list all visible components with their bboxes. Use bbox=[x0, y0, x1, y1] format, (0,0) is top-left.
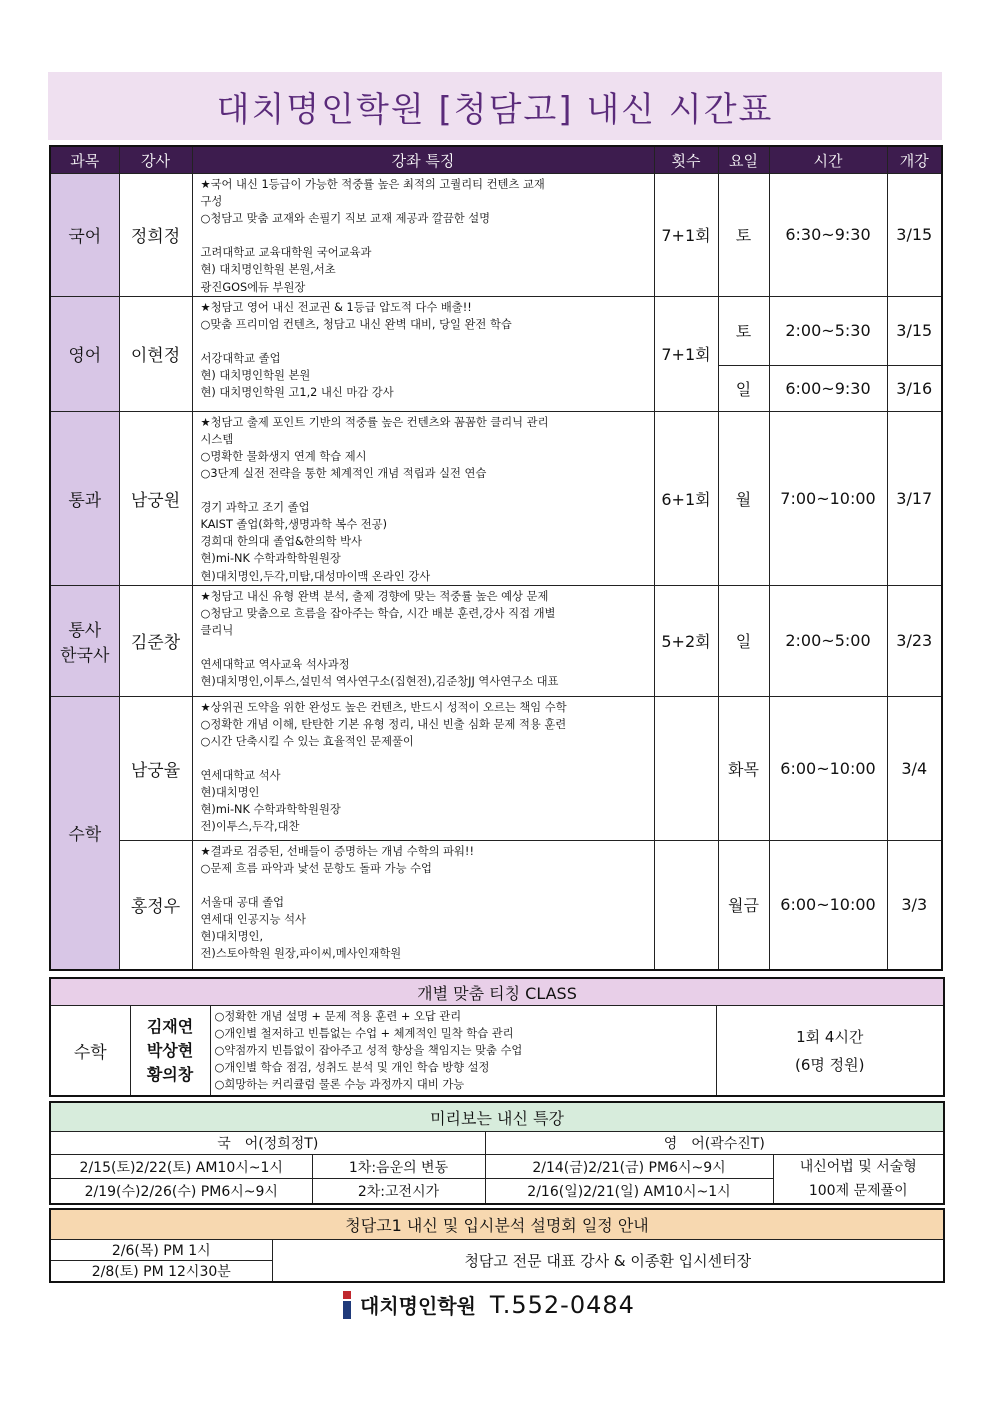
subject-cell: 통과 bbox=[50, 411, 119, 585]
day-cell: 토 bbox=[718, 296, 769, 365]
desc-line: KAIST 졸업(화학,생명과학 복수 전공) bbox=[200, 518, 387, 532]
info-description: 청담고 전문 대표 강사 & 이종환 입시센터장 bbox=[272, 1240, 944, 1283]
desc-line: ○개인별 철저하고 빈틈없는 수업 + 체계적인 밀착 학습 관리 bbox=[214, 1027, 514, 1040]
count-cell bbox=[654, 840, 718, 970]
header-count: 횟수 bbox=[654, 146, 718, 174]
time-cell: 7:00~10:00 bbox=[769, 411, 887, 585]
day-cell: 월금 bbox=[718, 840, 769, 970]
header-teacher: 강사 bbox=[119, 146, 192, 174]
desc-line: ○약점까지 빈틈없이 잡아주고 성적 향상을 책임지는 맞춤 수업 bbox=[214, 1044, 523, 1057]
subject-cell: 영어 bbox=[50, 296, 119, 411]
desc-line: 현)mi-NK 수학과학학원원장 bbox=[200, 552, 341, 566]
description-cell bbox=[192, 174, 654, 297]
class-teachers bbox=[130, 1006, 210, 1097]
desc-line bbox=[201, 877, 650, 894]
teacher-cell: 남궁율 bbox=[119, 696, 192, 840]
page-title-bar bbox=[48, 72, 942, 140]
desc-line: 전)이투스,두각,대찬 bbox=[200, 820, 300, 834]
day-cell: 토 bbox=[718, 174, 769, 297]
start-cell: 3/15 bbox=[887, 296, 942, 365]
schedule-table bbox=[49, 145, 943, 971]
desc-line: ○개인별 학습 점검, 성취도 분석 및 개인 학습 방향 설정 bbox=[214, 1061, 490, 1074]
desc-line: ○맞춤 프리미엄 컨텐츠, 청담고 내신 완벽 대비, 당일 완전 학습 bbox=[200, 317, 512, 331]
description-cell bbox=[192, 585, 654, 696]
desc-line: 구성 bbox=[200, 195, 223, 209]
preview-topic: 1차:음운의 변동 bbox=[312, 1155, 485, 1179]
desc-line: 현) 대치명인학원 본원 bbox=[200, 369, 311, 383]
description-cell bbox=[192, 296, 654, 411]
description-cell bbox=[192, 411, 654, 585]
header-subject: 과목 bbox=[50, 146, 119, 174]
subject-cell bbox=[50, 585, 119, 696]
preview-topic-line: 내신어법 및 서술형 bbox=[799, 1159, 917, 1175]
preview-english-head: 영 어(곽수진T) bbox=[485, 1132, 944, 1155]
day-cell: 일 bbox=[718, 365, 769, 411]
desc-line: 고려대학교 교육대학원 국어교육과 bbox=[200, 246, 372, 260]
class-heading: 개별 맞춤 티칭 CLASS bbox=[50, 978, 944, 1006]
desc-line bbox=[201, 227, 650, 244]
preview-topic: 2차:고전시가 bbox=[312, 1179, 485, 1204]
page-title: 대치명인학원 [청담고] 내신 시간표 bbox=[216, 89, 774, 130]
desc-line: 현)mi-NK 수학과학학원원장 bbox=[200, 803, 341, 817]
preview-table bbox=[49, 1101, 945, 1205]
header-features: 강좌 특징 bbox=[192, 146, 654, 174]
desc-line: 경희대 한의대 졸업&한의학 박사 bbox=[200, 535, 362, 549]
preview-date: 2/15(토)2/22(토) AM10시~1시 bbox=[50, 1155, 312, 1179]
desc-line: 연세대학교 역사교육 석사과정 bbox=[200, 658, 350, 672]
desc-line: ★국어 내신 1등급이 가능한 적중률 높은 최적의 고퀄리티 컨텐츠 교재 bbox=[200, 178, 545, 191]
teacher-cell: 홍정우 bbox=[119, 840, 192, 970]
info-table bbox=[49, 1208, 945, 1283]
preview-date: 2/19(수)2/26(수) PM6시~9시 bbox=[50, 1179, 312, 1204]
preview-korean-head: 국 어(정희정T) bbox=[50, 1132, 485, 1155]
preview-header-row bbox=[50, 1102, 944, 1132]
info-row bbox=[50, 1240, 944, 1261]
count-cell bbox=[654, 696, 718, 840]
desc-line: ○3단계 실전 전략을 통한 체계적인 개념 적립과 실전 연습 bbox=[200, 466, 487, 480]
class-info-line: 1회 4시간 bbox=[796, 1027, 864, 1046]
preview-row bbox=[50, 1155, 944, 1179]
table-row bbox=[50, 174, 942, 297]
desc-line: 현)대치명인,두각,미탐,대성마이맥 온라인 강사 bbox=[200, 569, 431, 583]
class-info bbox=[716, 1006, 944, 1097]
desc-line: 현)대치명인,이투스,설민석 역사연구소(집현전),김준창JJ 역사연구소 대표 bbox=[200, 675, 559, 689]
desc-line: ★청담고 내신 유형 완벽 분석, 출제 경향에 맞는 적중률 높은 예상 문제 bbox=[200, 589, 549, 603]
desc-line: ○정확한 개념 설명 + 문제 적용 훈련 + 오답 관리 bbox=[214, 1010, 462, 1023]
desc-line: 연세대 인공지능 석사 bbox=[200, 913, 306, 927]
desc-line: ★청담고 영어 내신 전교권 & 1등급 압도적 다수 배출!! bbox=[200, 300, 472, 314]
desc-line: ○청담고 맞춤으로 흐름을 잡아주는 학습, 시간 배분 훈련,강사 직접 개별 bbox=[200, 606, 556, 620]
footer-brand: 대치명인학원 bbox=[360, 1294, 476, 1318]
desc-line: 현)대치명인 bbox=[200, 786, 260, 800]
desc-line bbox=[201, 750, 650, 767]
class-row bbox=[50, 1006, 944, 1097]
desc-line: 현) 대치명인학원 고1,2 내신 마감 강사 bbox=[200, 386, 394, 400]
desc-line: 광진GOS에듀 부원장 bbox=[200, 280, 306, 294]
footer bbox=[340, 1290, 635, 1319]
desc-line: 서강대학교 졸업 bbox=[200, 351, 281, 365]
table-row bbox=[50, 585, 942, 696]
desc-line: ○문제 흐름 파악과 낯선 문항도 돌파 가능 수업 bbox=[200, 861, 432, 875]
table-row bbox=[50, 840, 942, 970]
teacher-cell: 김준창 bbox=[119, 585, 192, 696]
subject-line: 통사 bbox=[68, 620, 102, 641]
desc-line: ○시간 단축시킬 수 있는 효율적인 문제풀이 bbox=[200, 734, 414, 748]
desc-line: ○희망하는 커리큘럼 물론 수능 과정까지 대비 가능 bbox=[214, 1078, 465, 1091]
info-date: 2/8(토) PM 12시30분 bbox=[50, 1261, 272, 1283]
class-subject: 수학 bbox=[50, 1006, 130, 1097]
count-cell: 5+2회 bbox=[654, 585, 718, 696]
info-header-row bbox=[50, 1209, 944, 1240]
day-cell: 일 bbox=[718, 585, 769, 696]
desc-line: ★청담고 출제 포인트 기반의 적중률 높은 컨텐츠와 꼼꼼한 클리닉 관리 bbox=[200, 415, 549, 429]
desc-line: 현) 대치명인학원 본원,서초 bbox=[200, 263, 336, 277]
desc-line: 연세대학교 석사 bbox=[200, 769, 281, 783]
academy-logo-icon bbox=[340, 1291, 354, 1319]
desc-line: 경기 과학고 조기 졸업 bbox=[200, 501, 310, 515]
class-teacher: 황의창 bbox=[146, 1064, 194, 1084]
header-time: 시간 bbox=[769, 146, 887, 174]
desc-line: 전)스토아학원 원장,파이씨,메사인재학원 bbox=[200, 947, 402, 961]
start-cell: 3/4 bbox=[887, 696, 942, 840]
desc-line bbox=[201, 639, 650, 656]
table-row bbox=[50, 411, 942, 585]
subject-line: 한국사 bbox=[60, 645, 110, 666]
start-cell: 3/16 bbox=[887, 365, 942, 411]
description-cell bbox=[192, 696, 654, 840]
class-info-line: (6명 정원) bbox=[795, 1055, 865, 1074]
preview-topic-line: 100제 문제풀이 bbox=[808, 1183, 908, 1199]
desc-line: ★결과로 검증된, 선배들이 증명하는 개념 수학의 파워!! bbox=[200, 844, 474, 858]
desc-line: ○명확한 물화생지 연계 학습 제시 bbox=[200, 449, 367, 463]
class-teacher: 박상현 bbox=[146, 1040, 194, 1060]
time-cell: 6:00~10:00 bbox=[769, 696, 887, 840]
info-heading: 청담고1 내신 및 입시분석 설명회 일정 안내 bbox=[50, 1209, 944, 1240]
desc-line: 서울대 공대 졸업 bbox=[200, 895, 285, 909]
desc-line: 현)대치명인, bbox=[200, 930, 264, 944]
time-cell: 6:00~9:30 bbox=[769, 365, 887, 411]
subject-cell: 수학 bbox=[50, 696, 119, 970]
preview-heading: 미리보는 내신 특강 bbox=[50, 1102, 944, 1132]
table-row bbox=[50, 296, 942, 365]
table-row bbox=[50, 696, 942, 840]
class-teacher: 김재연 bbox=[146, 1016, 194, 1036]
start-cell: 3/17 bbox=[887, 411, 942, 585]
subject-cell: 국어 bbox=[50, 174, 119, 297]
time-cell: 2:00~5:30 bbox=[769, 296, 887, 365]
day-cell: 월 bbox=[718, 411, 769, 585]
desc-line: ○정확한 개념 이해, 탄탄한 기본 유형 정리, 내신 빈출 심화 문제 적용 훈련 bbox=[200, 717, 567, 731]
desc-line bbox=[201, 482, 650, 499]
desc-line bbox=[201, 333, 650, 350]
count-cell: 6+1회 bbox=[654, 411, 718, 585]
description-cell bbox=[192, 840, 654, 970]
desc-line: 시스템 bbox=[200, 432, 234, 446]
class-header-row bbox=[50, 978, 944, 1006]
footer-phone: T.552-0484 bbox=[489, 1290, 635, 1319]
count-cell: 7+1회 bbox=[654, 174, 718, 297]
teacher-cell: 이현정 bbox=[119, 296, 192, 411]
table-header-row bbox=[50, 146, 942, 174]
preview-date: 2/16(일)2/21(일) AM10시~1시 bbox=[485, 1179, 773, 1204]
desc-line: ★상위권 도약을 위한 완성도 높은 컨텐츠, 반드시 성적이 오르는 책임 수학 bbox=[200, 700, 567, 714]
header-day: 요일 bbox=[718, 146, 769, 174]
start-cell: 3/23 bbox=[887, 585, 942, 696]
desc-line: 클리닉 bbox=[200, 623, 234, 637]
info-date: 2/6(목) PM 1시 bbox=[50, 1240, 272, 1261]
start-cell: 3/15 bbox=[887, 174, 942, 297]
desc-line: ○청담고 맞춤 교재와 손필기 직보 교재 제공과 깔끔한 설명 bbox=[200, 212, 491, 226]
start-cell: 3/3 bbox=[887, 840, 942, 970]
teacher-cell: 남궁원 bbox=[119, 411, 192, 585]
preview-date: 2/14(금)2/21(금) PM6시~9시 bbox=[485, 1155, 773, 1179]
preview-english-topic bbox=[773, 1155, 944, 1205]
time-cell: 6:00~10:00 bbox=[769, 840, 887, 970]
time-cell: 2:00~5:00 bbox=[769, 585, 887, 696]
teacher-cell: 정희정 bbox=[119, 174, 192, 297]
time-cell: 6:30~9:30 bbox=[769, 174, 887, 297]
class-description bbox=[210, 1006, 716, 1097]
day-cell: 화목 bbox=[718, 696, 769, 840]
count-cell: 7+1회 bbox=[654, 296, 718, 411]
class-table bbox=[49, 977, 945, 1097]
header-start: 개강 bbox=[887, 146, 942, 174]
preview-subject-row bbox=[50, 1132, 944, 1155]
